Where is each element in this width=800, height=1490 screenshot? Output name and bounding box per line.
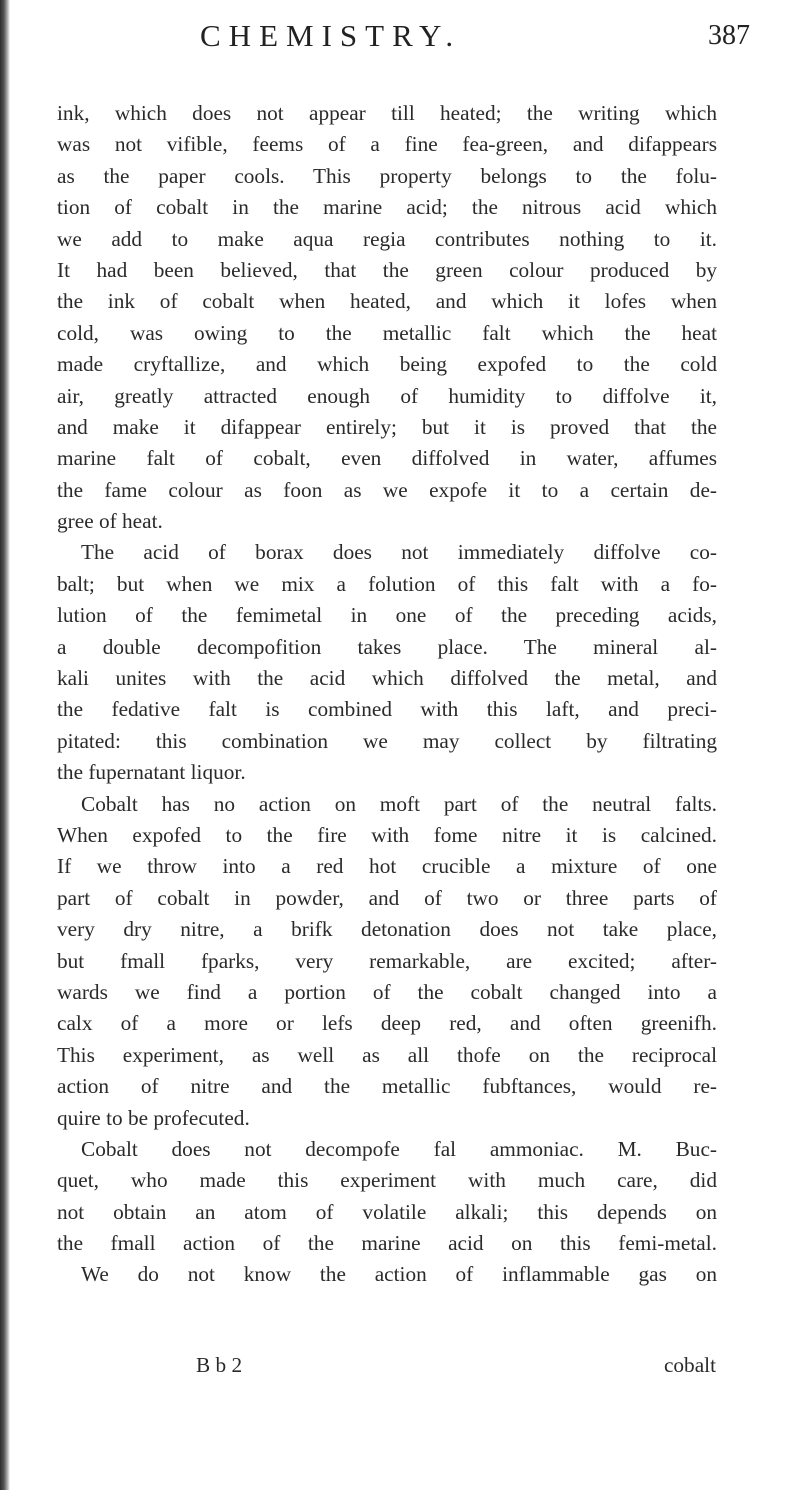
text-line: made cryftallize, and which being expofed to the cold — [57, 352, 717, 377]
text-line: the fmall action of the marine acid on this femi-metal. — [57, 1231, 717, 1256]
text-line: not obtain an atom of volatile alkali; this depends on — [57, 1199, 717, 1224]
signature-mark: B b 2 — [196, 1353, 243, 1377]
text-line: we add to make aqua regia contributes nothing to it. — [57, 226, 717, 251]
text-line: lution of the femimetal in one of the preceding acids, — [57, 603, 717, 628]
text-line: marine falt of cobalt, even diffolved in water, affumes — [57, 446, 717, 471]
text-line: cold, was owing to the metallic falt which the heat — [57, 320, 717, 345]
text-line: the fedative falt is combined with this laft, and preci- — [57, 697, 717, 722]
text-line: was not vifible, feems of a fine fea-green, and difappears — [57, 132, 717, 157]
text-line: very dry nitre, a brifk detonation does not take place, — [57, 917, 717, 942]
text-line: We do not know the action of inflammable gas on — [81, 1262, 717, 1287]
text-line: The acid of borax does not immediately diffolve co- — [81, 540, 717, 565]
text-line: air, greatly attracted enough of humidity to diffolve it, — [57, 383, 717, 408]
running-title: CHEMISTRY. — [200, 18, 462, 53]
text-line: the fame colour as foon as we expofe it to a certain de- — [57, 477, 717, 502]
text-line: action of nitre and the metallic fubftances, would re- — [57, 1074, 717, 1099]
text-line: quire to be profecuted. — [57, 1105, 250, 1130]
text-line: but fmall fparks, very remarkable, are excited; after- — [57, 948, 717, 973]
body-text — [57, 98, 717, 1291]
text-line: tion of cobalt in the marine acid; the nitrous acid which — [57, 195, 717, 220]
text-line: part of cobalt in powder, and of two or three parts of — [57, 885, 717, 910]
binding-gutter — [0, 0, 10, 1490]
page-footer — [196, 1353, 716, 1385]
text-line: the fupernatant liquor. — [57, 760, 246, 785]
text-line: a double decompofition takes place. The mineral al- — [57, 634, 717, 659]
text-line: and make it difappear entirely; but it is proved that the — [57, 414, 717, 439]
text-line: balt; but when we mix a folution of this falt with a fo- — [57, 571, 717, 596]
text-line: as the paper cools. This property belongs to the folu- — [57, 163, 717, 188]
text-line: wards we find a portion of the cobalt changed into a — [57, 979, 717, 1004]
text-line: Cobalt does not decompofe fal ammoniac. M. Buc- — [81, 1136, 717, 1161]
page-header — [60, 18, 750, 68]
text-line: When expofed to the fire with fome nitre it is calcined. — [57, 822, 717, 847]
text-line: gree of heat. — [57, 509, 163, 534]
text-line: pitated: this combination we may collect by filtrating — [57, 728, 717, 753]
catchword: cobalt — [663, 1353, 716, 1377]
text-line: quet, who made this experiment with much care, did — [57, 1168, 717, 1193]
text-line: If we throw into a red hot crucible a mixture of one — [57, 854, 717, 879]
text-line: This experiment, as well as all thofe on the reciprocal — [57, 1042, 717, 1067]
text-line: the ink of cobalt when heated, and which it lofes when — [57, 289, 717, 314]
text-line: Cobalt has no action on moft part of the neutral falts. — [81, 791, 717, 816]
text-line: It had been believed, that the green colour produced by — [57, 257, 717, 282]
text-line: ink, which does not appear till heated; the writing which — [57, 101, 717, 125]
page-number: 387 — [708, 20, 750, 51]
text-line: kali unites with the acid which diffolved the metal, and — [57, 666, 717, 691]
text-line: calx of a more or lefs deep red, and often greenifh. — [57, 1011, 717, 1036]
